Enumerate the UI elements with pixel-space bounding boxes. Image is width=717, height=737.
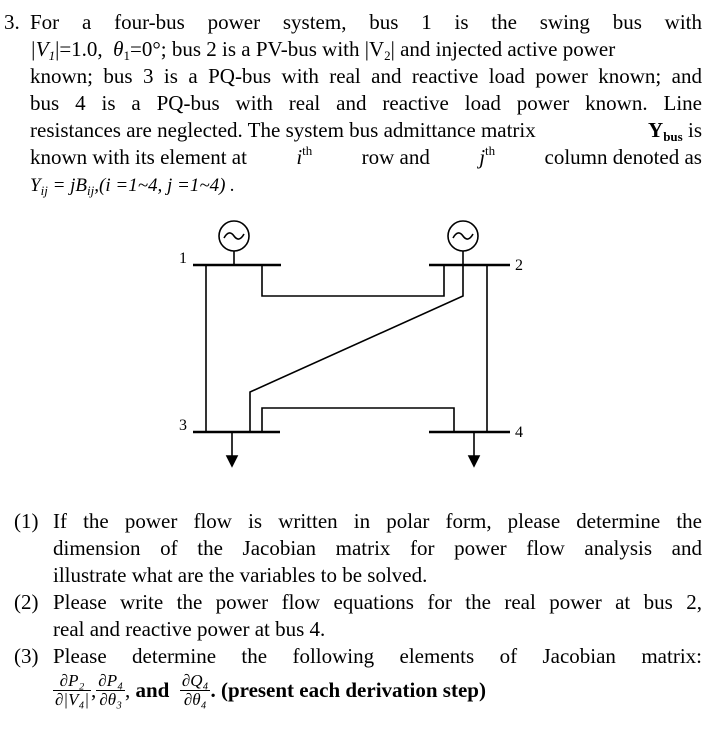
- part-1-line-2: dimension of the Jacobian matrix for power flow analysis and: [53, 536, 702, 560]
- part-1-number: (1): [14, 509, 39, 533]
- question-line-1: For a four-bus power system, bus 1 is the swing bus with: [30, 10, 702, 34]
- part-1-line-3: illustrate what are the variables to be solved.: [53, 563, 428, 587]
- question-line-5: resistances are neglected. The system bus admittance matrix $Y_{bus}$ is: [30, 118, 702, 144]
- line-2-3: [250, 265, 463, 432]
- jacobian-elements: $\frac{\text{∂P₂}}{\text{∂|V₄|}}$ , $\frac{\text{∂P₄}}{\text{∂θ₃}}$ , and $\frac{\text{∂Q₄}}{\text{∂θ₄}}$ . (present each derivation step): [55, 671, 486, 709]
- part-2-line-2: real and reactive power at bus 4.: [53, 617, 326, 641]
- generator-1-icon: [219, 221, 249, 265]
- bus-3-label: 3: [179, 417, 187, 434]
- fraction-dP2-dV4: $\frac{\text{∂P₂}}{\text{∂|V₄|}}$: [55, 671, 90, 709]
- question-line-3: known; bus 3 is a PQ-bus with real and reactive load power known; and: [30, 64, 702, 88]
- part-3-line-1: Please determine the following elements of Jacobian matrix:: [53, 644, 702, 668]
- bus-2-label: 2: [515, 257, 523, 274]
- bus-4-label: 4: [515, 424, 523, 441]
- part-2-number: (2): [14, 590, 39, 614]
- line-3-4: [262, 408, 454, 432]
- question-line-7: $Y_{ij} = jB_{ij},(i$ =1~4, j =1~4) .: [30, 175, 235, 198]
- question-number: 3.: [4, 10, 20, 34]
- part-2-line-1: Please write the power flow equations for the real power at bus 2,: [53, 590, 702, 614]
- line-1-2: [262, 265, 444, 296]
- part-1-line-1: If the power flow is written in polar form, please determine the: [53, 509, 702, 533]
- load-4-arrow-icon: [469, 432, 479, 466]
- load-3-arrow-icon: [227, 432, 237, 466]
- question-line-6: known with its element at $i^{th}$ row and $j^{th}$ column denoted as: [30, 143, 702, 169]
- generator-2-icon: [448, 221, 478, 265]
- question-line-4: bus 4 is a PQ-bus with real and reactive load power known. Line: [30, 91, 702, 115]
- part-3-number: (3): [14, 644, 39, 668]
- fraction-dP4-dtheta3: $\frac{\text{∂P₄}}{\text{∂θ₃}}$: [98, 671, 123, 709]
- question-line-2: $|V_1|=1.0$, $\theta_1=0^\circ$; bus 2 is a PV-bus with $|V_2|$ and injected active power: [30, 37, 616, 63]
- fraction-dQ4-dtheta4: $\frac{\text{∂Q₄}}{\text{∂θ₄}}$: [181, 671, 209, 709]
- bus-1-label: 1: [179, 250, 187, 267]
